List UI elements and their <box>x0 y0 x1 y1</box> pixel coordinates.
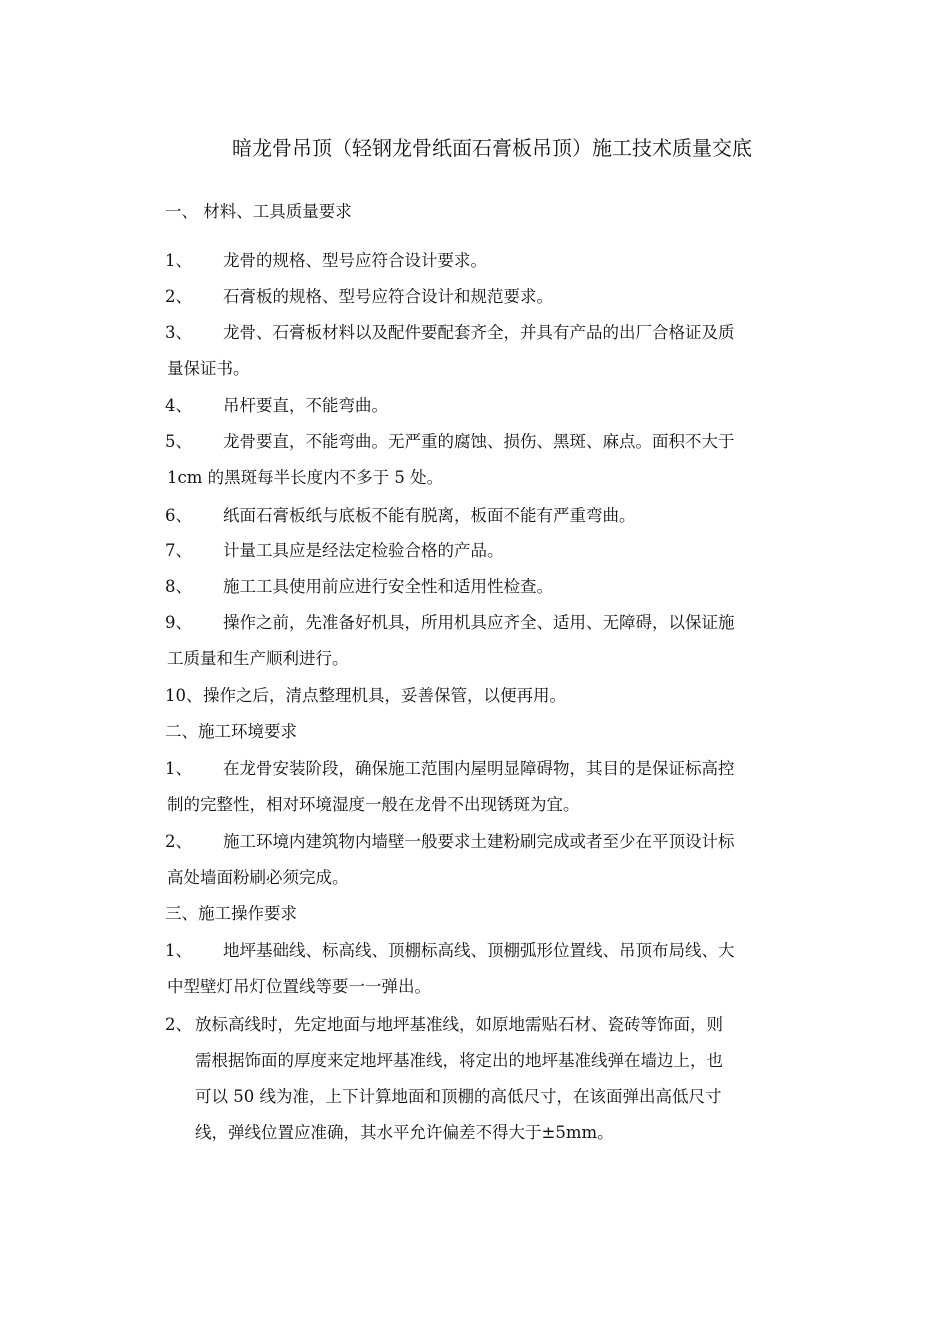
item-text: 操作之前，先准备好机具，所用机具应齐全、适用、无障碍，以保证施 <box>223 613 735 632</box>
item-text: 施工工具使用前应进行安全性和适用性检查。 <box>223 577 553 596</box>
item-text: 龙骨要直，不能弯曲。无严重的腐蚀、损伤、黑斑、麻点。面积不大于 <box>223 432 735 451</box>
item-text: 操作之后，清点整理机具，妥善保管，以便再用。 <box>203 686 566 705</box>
item-number: 8、 <box>165 577 192 596</box>
item-number: 1、 <box>165 251 192 270</box>
list-item <box>165 751 820 823</box>
item-text-continuation: 工质量和生产顺利进行。 <box>167 649 349 668</box>
item-text: 在龙骨安装阶段，确保施工范围内屋明显障碍物，其目的是保证标高控 <box>223 759 735 778</box>
item-text: 地坪基础线、标高线、顶棚标高线、顶棚弧形位置线、吊顶布局线、大 <box>223 941 735 960</box>
list-item <box>165 605 820 677</box>
item-number: 5、 <box>165 432 192 451</box>
item-text-continuation: 中型壁灯吊灯位置线等要一一弹出。 <box>167 977 431 996</box>
item-text: 施工环境内建筑物内墙壁一般要求土建粉刷完成或者至少在平顶设计标 <box>223 832 735 851</box>
item-text: 放标高线时，先定地面与地坪基准线，如原地需贴石材、瓷砖等饰面，则 <box>195 1015 723 1034</box>
list-item <box>165 1007 820 1151</box>
item-number: 6、 <box>165 506 192 525</box>
item-number: 1、 <box>165 941 192 960</box>
item-text-continuation: 高处墙面粉刷必须完成。 <box>167 868 349 887</box>
item-text: 计量工具应是经法定检验合格的产品。 <box>223 541 504 560</box>
item-text-continuation: 量保证书。 <box>167 359 250 378</box>
item-text-continuation: 需根据饰面的厚度来定地坪基准线，将定出的地坪基准线弹在墙边上，也 <box>195 1051 723 1070</box>
list-item <box>165 933 820 1005</box>
item-text-continuation: 可以 50 线为准，上下计算地面和顶棚的高低尺寸，在该面弹出高低尺寸 <box>195 1087 722 1106</box>
list-item <box>165 243 820 279</box>
item-text: 龙骨的规格、型号应符合设计要求。 <box>223 251 487 270</box>
item-number: 7、 <box>165 541 192 560</box>
list-item <box>165 533 820 569</box>
list-item <box>165 315 820 387</box>
item-text-continuation: 制的完整性，相对环境湿度一般在龙骨不出现锈斑为宜。 <box>167 795 580 814</box>
item-number: 2、 <box>165 1015 192 1034</box>
item-number: 10、 <box>165 686 203 705</box>
list-item <box>165 279 820 315</box>
item-text: 吊杆要直，不能弯曲。 <box>223 396 388 415</box>
section-heading-materials: 一、 材料、工具质量要求 <box>165 202 352 221</box>
item-number: 4、 <box>165 396 192 415</box>
item-number: 9、 <box>165 613 192 632</box>
item-text: 石膏板的规格、型号应符合设计和规范要求。 <box>223 287 553 306</box>
item-number: 3、 <box>165 323 192 342</box>
list-item <box>165 388 820 424</box>
list-item <box>165 678 820 714</box>
item-number: 1、 <box>165 759 192 778</box>
list-item <box>165 424 820 496</box>
item-number: 2、 <box>165 832 192 851</box>
document-title: 暗龙骨吊顶（轻钢龙骨纸面石膏板吊顶）施工技术质量交底 <box>232 136 752 160</box>
list-item <box>165 569 820 605</box>
item-text: 纸面石膏板纸与底板不能有脱离，板面不能有严重弯曲。 <box>223 506 636 525</box>
list-item <box>165 498 820 534</box>
item-text-continuation: 1cm 的黑斑每半长度内不多于 5 处。 <box>167 468 444 487</box>
item-number: 2、 <box>165 287 192 306</box>
section-heading-environment: 二、施工环境要求 <box>165 722 297 741</box>
list-item <box>165 824 820 896</box>
item-text-continuation: 线，弹线位置应准确，其水平允许偏差不得大于±5mm。 <box>195 1123 614 1142</box>
section-heading-operations: 三、施工操作要求 <box>165 904 297 923</box>
item-text: 龙骨、石膏板材料以及配件要配套齐全，并具有产品的出厂合格证及质 <box>223 323 735 342</box>
